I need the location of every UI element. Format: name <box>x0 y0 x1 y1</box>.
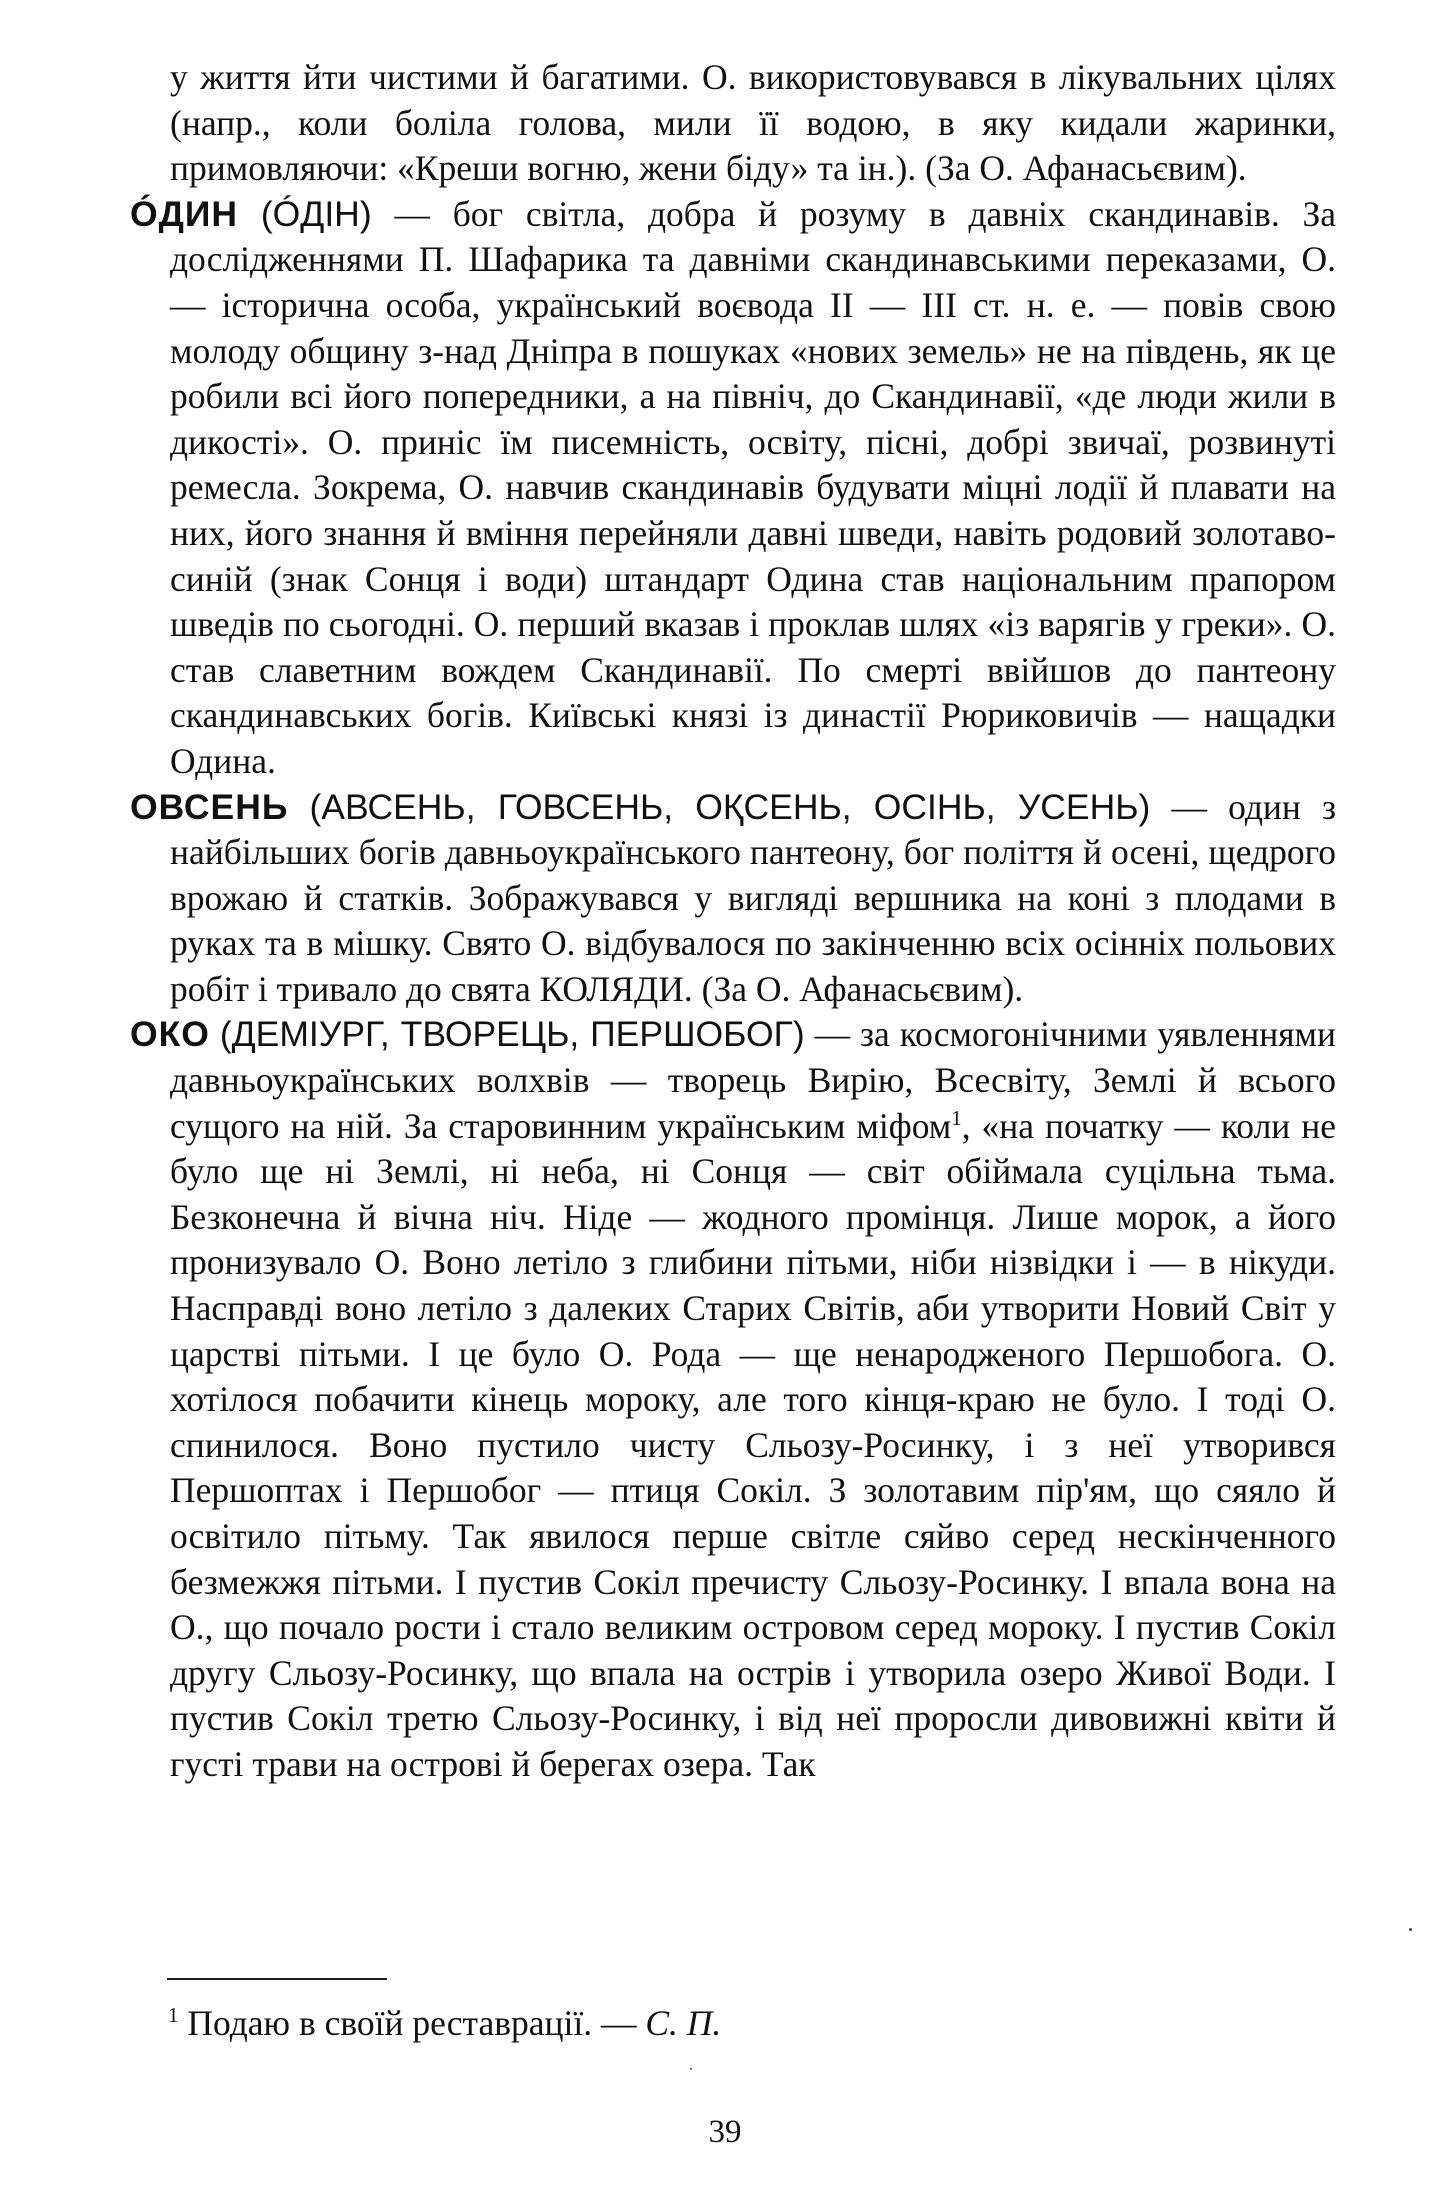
print-speck <box>690 2068 692 2070</box>
headword-variants: (АВСЕНЬ, ГОВСЕНЬ, ОҚСЕНЬ, ОСІНЬ, УСЕНЬ) <box>309 786 1151 827</box>
footnote-text: Подаю в своїй реставрації. — <box>178 2003 646 2043</box>
print-speck <box>1409 1928 1412 1931</box>
entry-text: — один з найбільших богів давньоукраїнського пантеону, бог поліття й осені, щедрого врожаю й статків. Зображувався у вигляді вершника на коні з плодами в руках та в мішку. Свято О. відбувалося по закінченню всіх осінніх польових робіт і тривало до свята КОЛЯДИ. (За О. Афанасьєвим). <box>170 786 1336 1009</box>
headword: ОКО <box>130 1014 210 1055</box>
main-text <box>118 55 1336 1788</box>
footnote <box>168 2002 1328 2044</box>
entry-oko <box>118 1012 1336 1787</box>
footnote-signature: С. П. <box>645 2003 722 2043</box>
footnote-marker: 1 <box>168 2003 179 2028</box>
page-number: 39 <box>708 2114 742 2150</box>
entry-text: у життя йти чистими й багатими. О. використовувався в лікувальних цілях (напр., коли боліла голова, мили її водою, в яку кидали жаринки, примовляючи: «Креши вогню, жени біду» та ін.). (За О. Афанасьєвим). <box>170 57 1336 189</box>
headword-variants: (ÓДІН) <box>260 193 372 234</box>
entry-continuation <box>118 55 1336 192</box>
footnote-divider <box>167 1978 387 1980</box>
entry-odyn <box>118 192 1336 785</box>
entry-text-continued: , «на початку — коли не було ще ні Землі, ні неба, ні Сонця — світ обіймала суцільна тьма. Безконечна й вічна ніч. Ніде — жодного промінця. Лише морок, а його пронизувало О. Воно летіло з глибини пітьми, ніби нізвідки і — в нікуди. Насправді воно летіло з далеких Старих Світів, аби утворити Новий Світ у царстві пітьми. І це було О. Рода — ще ненародженого Першобога. О. хотілося побачити кінець мороку, але того кінця-краю не було. І тоді О. спинилося. Воно пустило чисту Сльозу-Росинку, і з неї утворився Першоптах і Першобог — птиця Сокіл. З золотавим пір'ям, що сяяло й освітило пітьму. Так явилося перше світле сяйво серед нескінченного безмежжя пітьми. І пустив Сокіл пречисту Сльозу-Росинку. І впала вона на О., що почало рости і стало великим островом серед мороку. І пустив Сокіл другу Сльозу-Росинку, що впала на острів і утворила озеро Живої Води. І пустив Сокіл третю Сльозу-Росинку, і від неї проросли дивовижні квіти й густі трави на острові й берегах озера. Так <box>170 1105 1336 1784</box>
headword-variants: (ДЕМІУРГ, ТВОРЕЦЬ, ПЕРШОБОГ) <box>219 1014 805 1055</box>
headword: ÓДИН <box>130 193 239 234</box>
entry-text: — бог світла, добра й розуму в давніх скандинавів. За дослідженнями П. Шафарика та давніми скандинавськими переказами, О. — історична особа, український воєвода II — III ст. н. е. — повів свою молоду общину з-над Дніпра в пошуках «нових земель» не на південь, як це робили всі його попередники, а на північ, до Скандинавії, «де люди жили в дикості». О. приніс їм писемність, освіту, пісні, добрі звичаї, розвинуті ремесла. Зокрема, О. навчив скандинавів будувати міцні лодії й плавати на них, його знання й вміння перейняли давні шведи, навіть родовий золотаво-синій (знак Сонця і води) штандарт Одина став національним прапором шведів по сьогодні. О. перший вказав і проклав шлях «із варягів у греки». О. став славетним вождем Скандинавії. По смерті ввійшов до пантеону скандинавських богів. Київські князі із династії Рюриковичів — нащадки Одина. <box>170 193 1337 781</box>
headword: ОВСЕНЬ <box>130 786 289 827</box>
entry-ovsen <box>118 785 1336 1013</box>
footnote-reference: 1 <box>951 1105 962 1130</box>
entry-text: — за космогонічними уявленнями давньоукраїнських волхвів — творець Вирію, Всесвіту, Землі й всього сущого на ній. За старовинним українським міфом <box>170 1014 1337 1146</box>
